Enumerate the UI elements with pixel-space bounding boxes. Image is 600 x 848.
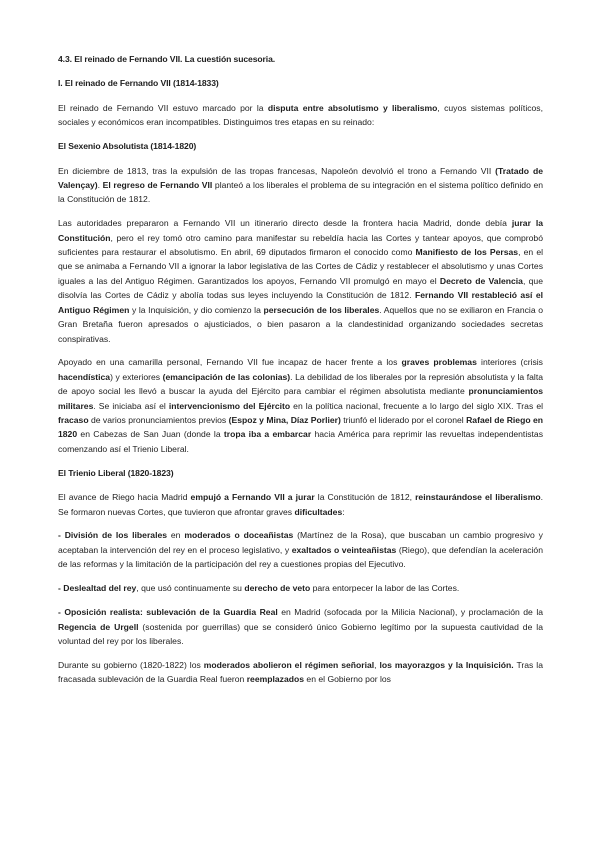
- paragraph-division-liberales: [58, 528, 543, 571]
- text: de varios pronunciamientos previos: [88, 415, 229, 426]
- bold-text: jurar la Constitución: [58, 218, 543, 243]
- paragraph-autoridades: [58, 216, 543, 346]
- bold-text: - Deslealtad del rey: [58, 583, 137, 594]
- subheading-sexenio-absolutista: El Sexenio Absolutista (1814-1820): [58, 141, 197, 152]
- bold-text: moderados o doceañistas: [184, 530, 294, 541]
- text: , en el que se animaba a Fernando VII a ignorar la labor legislativa de las Cortes de Cádiz y restablecer el absolutismo y unas Cortes iguales a las del Antiguo Régimen. Garantizados los apoyos, Fernando VII promulgó en mayo el: [58, 247, 544, 286]
- bold-text: derecho de veto: [244, 583, 311, 594]
- bold-text: El regreso de Fernando VII: [102, 179, 213, 190]
- paragraph-oposicion-realista: [58, 605, 543, 648]
- paragraph-diciembre-1813: [58, 164, 543, 207]
- bold-text: intervencionismo del Ejército: [168, 400, 291, 411]
- bold-text: Fernando VII restableció así el Antiguo Régimen: [58, 290, 543, 315]
- bold-text: graves problemas: [401, 357, 477, 368]
- text: Durante su gobierno (1820-1822) los: [58, 659, 204, 670]
- bold-text: Decreto de Valencia: [439, 275, 523, 286]
- text: planteó a los liberales el problema de su integración en el sistema político definido en la Constitución de 1812.: [58, 179, 544, 205]
- bold-text: reinstaurándose el liberalismo: [415, 492, 541, 503]
- text: . Aquellos que no se exiliaron en Francia o Gran Bretaña fueron apresados o ajusticiados, o bien pasaron a la clandestinidad organizando sociedades secretas conspirativas.: [58, 304, 543, 344]
- paragraph-avance-riego: [58, 490, 543, 519]
- bold-text: fracaso: [58, 415, 89, 426]
- text: en la política nacional, frecuente a lo largo del siglo XIX. Tras el: [290, 400, 544, 411]
- text: en Madrid (sofocada por la Milicia Nacional), y proclamación de la: [277, 607, 544, 618]
- text: , pero el rey tomó otro camino para manifestar su rebeldía hacia las Cortes y tantear apoyos, que comprobó suficientes para restaurar el absolutismo. En abril, 69 diputados firmaron el conocido como: [58, 232, 543, 258]
- text: . La debilidad de los liberales por la represión absolutista y la falta de apoyo social les llevó a buscar la ayuda del Ejército para cambiar el régimen absolutista mediante: [58, 371, 543, 397]
- bold-text: persecución de los liberales: [263, 304, 380, 315]
- text: para entorpecer la labor de las Cortes.: [310, 583, 460, 594]
- bold-text: Rafael de Riego en 1820: [58, 415, 544, 440]
- text: ,: [374, 659, 380, 670]
- text: (Martínez de la Rosa), que buscaban un cambio progresivo y aceptaban la intervención del rey en el proceso legislativo, y: [58, 530, 543, 555]
- text: la Constitución de 1812,: [314, 492, 416, 503]
- text: Apoyado en una camarilla personal, Fernando VII fue incapaz de hacer frente a los: [58, 357, 402, 368]
- text: (sostenida por guerrillas) que se consideró único Gobierno legítimo por la supuesta cautividad de la voluntad del rey por los liberales.: [58, 621, 543, 646]
- text: .: [97, 179, 103, 190]
- paragraph-intro: [58, 101, 543, 130]
- text: en Cabezas de San Juan (donde la: [77, 429, 224, 440]
- bold-text: empujó a Fernando VII a jurar: [190, 492, 315, 503]
- bold-text: tropa iba a embarcar: [223, 429, 312, 440]
- text: El avance de Riego hacia Madrid: [58, 492, 191, 503]
- document-title: 4.3. El reinado de Fernando VII. La cuestión sucesoria.: [58, 54, 276, 64]
- text: en el Gobierno por los: [304, 674, 391, 685]
- bold-text: (Espoz y Mina, Díaz Porlier): [228, 415, 341, 426]
- text: El reinado de Fernando VII estuvo marcado por la: [58, 102, 268, 113]
- section-heading-reinado: I. El reinado de Fernando VII (1814-1833): [58, 78, 219, 89]
- text: interiores (crisis: [476, 357, 543, 368]
- text: , cuyos sistemas políticos, sociales y económicos eran incompatibles. Distinguimos tres etapas en su reinado:: [58, 102, 543, 128]
- paragraph-deslealtad-rey: [58, 581, 543, 595]
- paragraph-durante-gobierno: [58, 658, 543, 687]
- bold-text: los mayorazgos y la Inquisición.: [379, 659, 514, 670]
- text: , que disolvía las Cortes de Cádiz y abolía todas sus leyes incluyendo la Constitución de 1812.: [58, 275, 543, 301]
- bold-text: disputa entre absolutismo y liberalismo: [267, 102, 438, 113]
- text: ) y exteriores: [110, 371, 163, 382]
- bold-text: Regencia de Urgell: [58, 621, 139, 632]
- bold-text: exaltados o veinteañistas: [291, 544, 397, 555]
- text: . Se iniciaba así el: [93, 400, 169, 411]
- bold-text: moderados abolieron el régimen señorial: [203, 659, 375, 670]
- text: Las autoridades prepararon a Fernando VII un itinerario directo desde la frontera hacia Madrid, donde debía: [58, 218, 512, 229]
- bold-text: pronunciamientos militares: [58, 386, 543, 411]
- text: , que usó continuamente su: [136, 583, 245, 594]
- paragraph-apoyado: [58, 355, 543, 456]
- text: en: [167, 530, 185, 541]
- text: :: [342, 506, 345, 517]
- text: triunfó el liderado por el coronel: [340, 415, 467, 426]
- text: En diciembre de 1813, tras la expulsión de las tropas francesas, Napoleón devolvió el trono a Fernando VII: [58, 165, 496, 176]
- bold-text: dificultades: [294, 506, 343, 517]
- text: y la Inquisición, y dio comienzo la: [129, 304, 264, 315]
- text: . Se formaron nuevas Cortes, que tuvieron que afrontar graves: [58, 492, 543, 517]
- bold-text: (Tratado de Valençay): [58, 165, 543, 190]
- bold-text: hacendística: [58, 371, 111, 382]
- bold-text: (emancipación de las colonias): [162, 371, 291, 382]
- subheading-trienio-liberal: El Trienio Liberal (1820-1823): [58, 467, 174, 478]
- bold-text: - Oposición realista: sublevación de la Guardia Real: [58, 607, 278, 618]
- bold-text: - División de los liberales: [58, 530, 168, 541]
- text: Tras la fracasada sublevación de la Guardia Real fueron: [58, 659, 543, 685]
- text: hacia América para reprimir las revueltas independentistas comenzando así el Trienio Liberal.: [58, 429, 543, 454]
- bold-text: reemplazados: [246, 674, 305, 685]
- text: (Riego), que defendían la aceleración de las reformas y la limitación de la participación del rey a cuestiones propias del Ejecutivo.: [58, 544, 543, 570]
- bold-text: Manifiesto de los Persas: [415, 247, 519, 258]
